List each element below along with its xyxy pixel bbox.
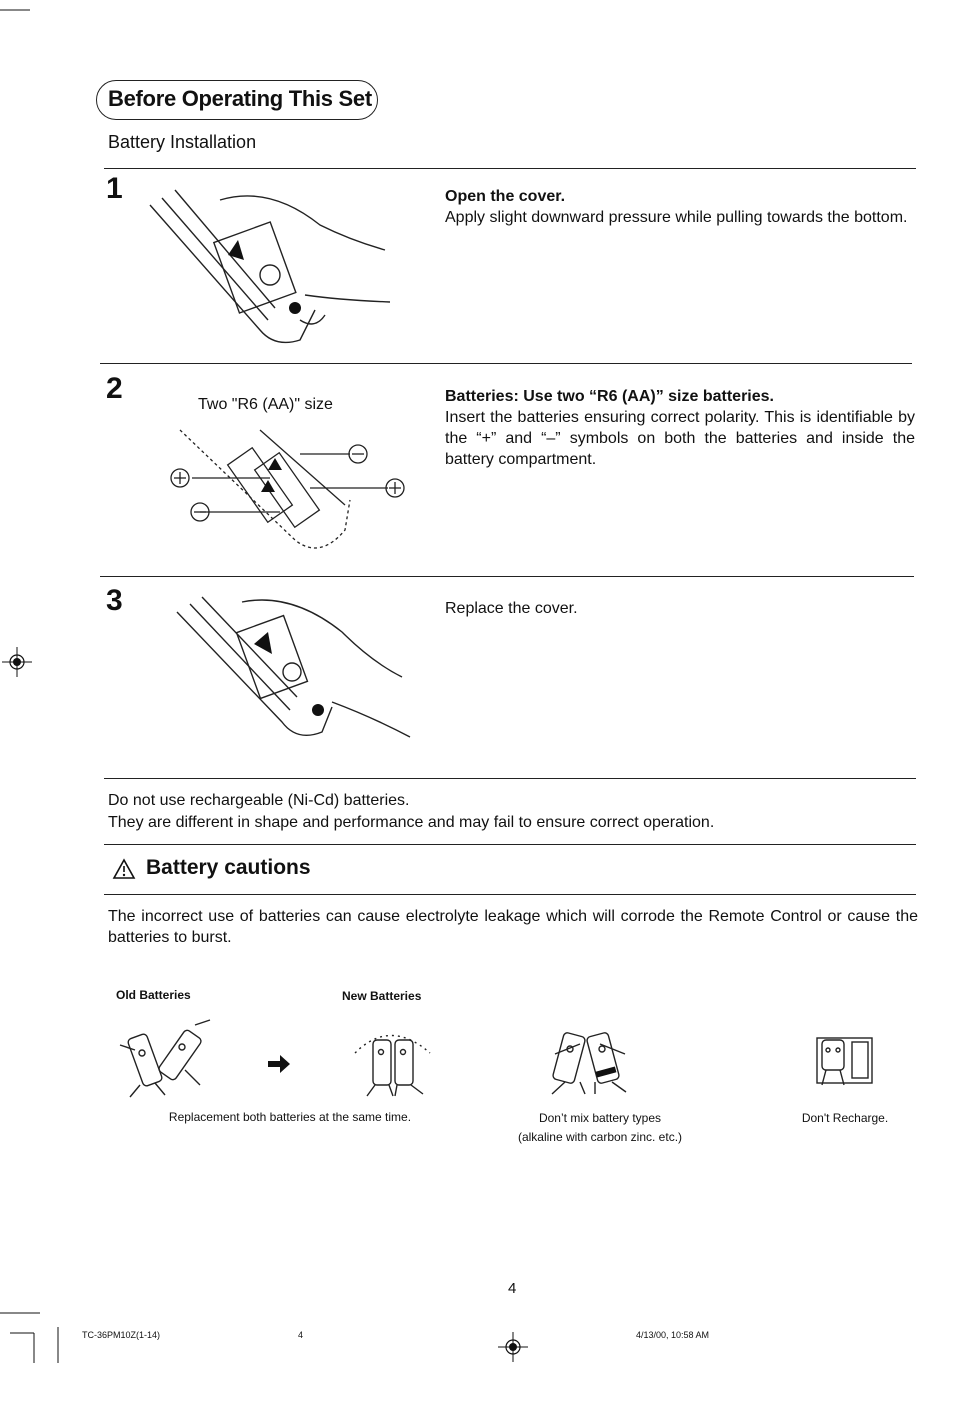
mixed-batteries-cartoon: [540, 1024, 640, 1099]
rechargeable-note-line-1: Do not use rechargeable (Ni-Cd) batteries.: [108, 792, 410, 809]
page-number: 4: [508, 1280, 517, 1297]
registration-mark-icon: [496, 1330, 530, 1364]
subsection-title: Battery Installation: [108, 132, 257, 152]
plus-icon: [171, 469, 189, 487]
new-batteries-cartoon: [345, 1018, 440, 1098]
step-description: Apply slight downward pressure while pulling towards the bottom.: [445, 209, 908, 226]
rechargeable-note-line-2: They are different in shape and performance and may fail to ensure correct operation.: [108, 814, 715, 831]
caption-replace-both: Replacement both batteries at the same time.: [168, 1110, 412, 1124]
step-number: 3: [106, 584, 123, 617]
divider: [104, 844, 916, 845]
divider: [104, 778, 916, 779]
old-batteries-label: Old Batteries: [116, 988, 191, 1002]
page-reference: 4: [298, 1330, 304, 1340]
document-code: TC-36PM10Z(1-14): [82, 1330, 161, 1340]
battery-size-label: Two "R6 (AA)" size: [198, 396, 333, 413]
divider: [104, 894, 916, 895]
crop-mark: [0, 0, 30, 20]
recharger-cartoon: [812, 1030, 877, 1095]
step-description: Replace the cover.: [445, 600, 578, 617]
section-title: Before Operating This Set: [108, 86, 372, 111]
step-number: 2: [106, 372, 123, 405]
warning-triangle-icon: [112, 858, 136, 880]
remote-open-cover-illustration: [140, 180, 400, 355]
caption-dont-mix-line-2: (alkaline with carbon zinc. etc.): [517, 1130, 683, 1144]
step-heading: Batteries: Use two “R6 (AA)” size batteries.: [445, 388, 774, 405]
battery-insertion-illustration: [160, 420, 410, 560]
minus-icon: [349, 445, 367, 463]
remote-replace-cover-illustration: [172, 592, 422, 752]
step-heading: Open the cover.: [445, 188, 566, 205]
step-3-text: [445, 598, 915, 619]
registration-mark-icon: [0, 645, 34, 679]
new-batteries-label: New Batteries: [342, 989, 422, 1003]
cautions-description: The incorrect use of batteries can cause electrolyte leakage which will corrode the Remote Control or cause the batteries to burst.: [108, 908, 918, 946]
divider: [100, 576, 914, 577]
divider: [100, 363, 912, 364]
battery-cautions-title: Battery cautions: [146, 856, 311, 879]
step-description: Insert the batteries ensuring correct polarity. This is identifiable by the “+” and “–” symbols on both the batteries and inside the battery compartment.: [445, 409, 915, 468]
plus-icon: [386, 479, 404, 497]
old-batteries-cartoon: [110, 1015, 220, 1100]
print-timestamp: 4/13/00, 10:58 AM: [636, 1330, 710, 1340]
caption-dont-recharge: Don't Recharge.: [801, 1111, 889, 1125]
arrow-right-icon: [268, 1055, 292, 1073]
crop-mark: [0, 1305, 70, 1365]
step-2-text: [445, 386, 915, 470]
caption-dont-mix-line-1: Don’t mix battery types: [538, 1111, 662, 1125]
step-number: 1: [106, 172, 123, 205]
divider: [104, 168, 916, 169]
step-1-text: [445, 186, 915, 228]
